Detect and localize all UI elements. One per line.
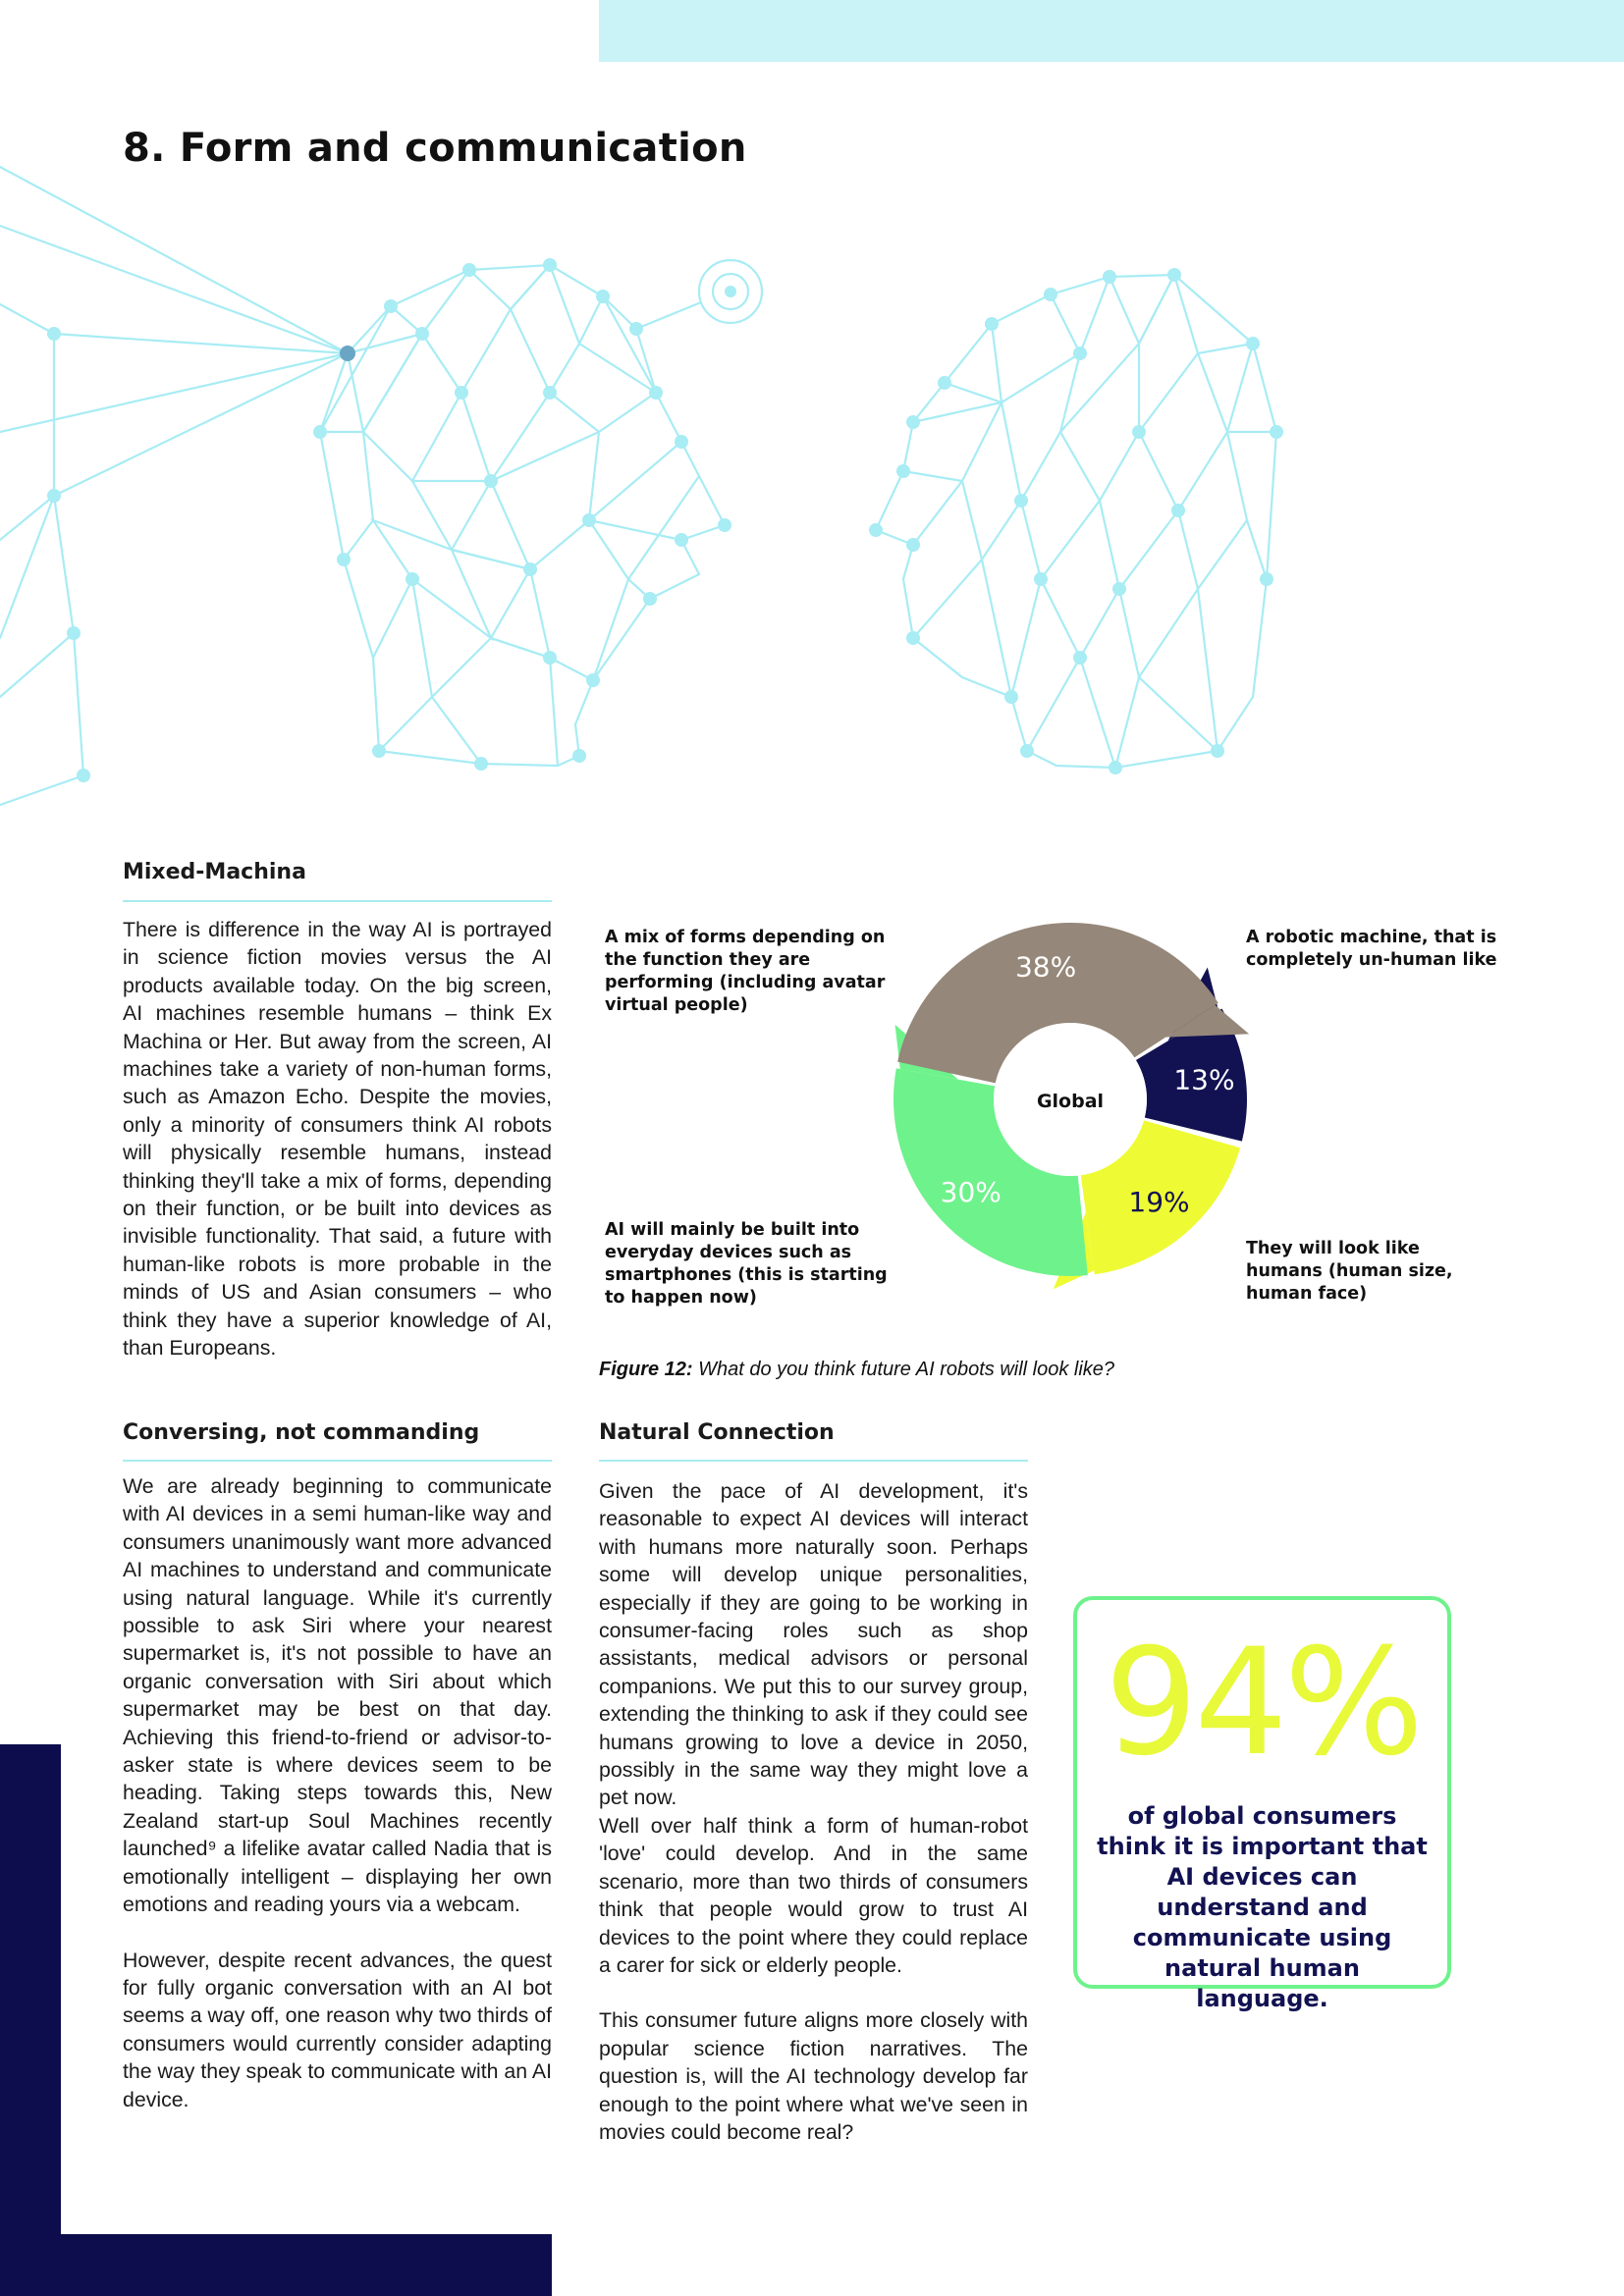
donut-center-label: Global <box>1036 1091 1105 1112</box>
section-rule <box>123 1460 552 1462</box>
stat-value: 94% <box>1104 1618 1421 1789</box>
conversing-body <box>123 1472 552 2113</box>
stat-description: of global consumers think it is important that AI devices can understand and communicate using natural human language. <box>1097 1802 1428 2012</box>
natural-connection-body <box>599 1477 1028 2146</box>
header-accent-band <box>599 0 1624 62</box>
figure-caption-prefix: Figure 12: <box>599 1359 693 1380</box>
paragraph: This consumer future aligns more closely with popular science fiction narratives. The question is, will the AI technology develop far enough to the point where what we've seen in movies could become real? <box>599 2008 1028 2144</box>
paragraph: However, despite recent advances, the quest for fully organic conversation with an AI bot seems a way off, one reason why two thirds of consumers would currently consider adapting the way they speak to communicate with an AI device. <box>123 1948 552 2111</box>
chart-label-built-into-devices: AI will mainly be built into everyday devices such as smartphones (this is starting to happen now) <box>605 1220 888 1308</box>
donut-slice-label: 38% <box>1014 950 1077 984</box>
donut-chart <box>864 903 1276 1296</box>
paragraph: There is difference in the way AI is portrayed in science fiction movies versus the AI products available today. On the big screen, AI machines resemble humans – think Ex Machina or Her. But away from the screen, AI machines take a variety of non-human forms, such as Amazon Echo. Despite the movies, only a minority of consumers think AI robots will physically resemble humans, instead thinking they'll take a mix of forms, depending on their function, or be built into devices as invisible functionality. That said, a future with human-like robots is more probable in the minds of US and Asian consumers – who think they have a superior knowledge of AI, than Europeans. <box>123 918 552 1361</box>
donut-slice-label: 13% <box>1173 1063 1235 1096</box>
paragraph: We are already beginning to communicate with AI devices in a semi human-like way and consumers unanimously want more advanced AI machines to understand and communicate using natural language. While it's currently possible to ask Siri where your nearest supermarket is, it's not possible to have an organic conversation with Siri about which supermarket may be best on that day. Achieving this friend-to-friend or advisor-to-asker state is where devices seem to be heading. Taking steps towards this, New Zealand start-up Soul Machines recently launched⁹ a lifelike avatar called Nadia that is emotionally intelligent – displaying her own emotions and reading yours via a webcam. <box>123 1474 552 1917</box>
section-heading-natural-connection: Natural Connection <box>599 1420 835 1445</box>
section-heading-mixed-machina: Mixed-Machina <box>123 860 306 884</box>
paragraph: Well over half think a form of human-robot 'love' could develop. And in the same scenario, more than two thirds of consumers think that people would grow to trust AI devices to the point where they could replace a carer for sick or elderly people. <box>599 1813 1028 1977</box>
network-heads-illustration <box>0 108 1624 825</box>
bottom-accent-bar <box>0 2234 552 2296</box>
section-heading-conversing: Conversing, not commanding <box>123 1420 480 1445</box>
chart-label-robotic-machine: A robotic machine, that is completely un-human like <box>1246 928 1497 970</box>
left-accent-bar <box>0 1744 61 2296</box>
section-rule <box>123 900 552 902</box>
stat-callout <box>1073 1596 1451 2012</box>
figure-caption-text: What do you think future AI robots will look like? <box>698 1359 1115 1380</box>
mixed-machina-body <box>123 916 552 1362</box>
chart-label-mix-of-forms: A mix of forms depending on the function they are performing (including avatar virtual people) <box>605 928 886 1015</box>
chart-label-look-like-humans: They will look like humans (human size, human face) <box>1246 1239 1453 1304</box>
section-rule <box>599 1460 1028 1462</box>
page-title: 8. Form and communication <box>123 126 747 171</box>
donut-slice-label: 30% <box>940 1175 1001 1208</box>
donut-slice-label: 19% <box>1128 1186 1190 1219</box>
paragraph: Given the pace of AI development, it's reasonable to expect AI devices will interact with humans more naturally soon. Perhaps some will develop unique personalities, especially if they are going to be working in consumer-facing roles such as shop assistants, medical advisors or personal companions. We put this to our survey group, extending the thinking to ask if they could see humans growing to love a device in 2050, possibly in the same way they might love a pet now. <box>599 1479 1028 1810</box>
figure-caption <box>599 1359 1114 1381</box>
